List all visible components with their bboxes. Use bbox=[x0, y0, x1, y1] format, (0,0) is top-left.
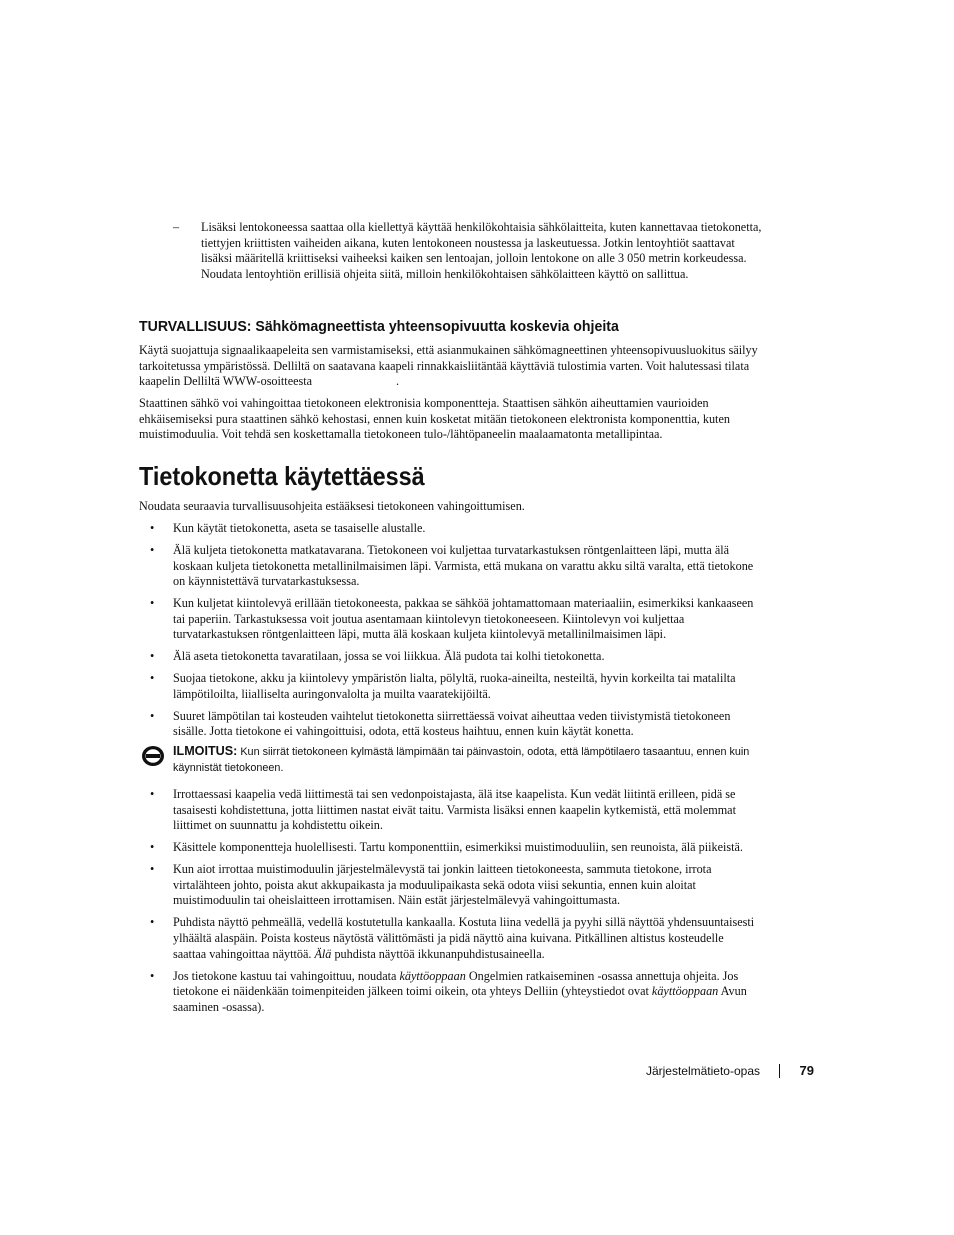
footer-divider bbox=[779, 1064, 780, 1078]
notice-body bbox=[173, 744, 759, 776]
bullet-marker: • bbox=[150, 708, 155, 723]
list-item bbox=[139, 521, 759, 537]
list-item-text: Kun käytät tietokonetta, aseta se tasaiselle alustalle. bbox=[173, 521, 426, 535]
list-item bbox=[139, 915, 759, 962]
bullet-marker: • bbox=[150, 671, 155, 686]
list-item bbox=[139, 862, 759, 909]
notice-box bbox=[139, 744, 759, 776]
list-item-text: Kun kuljetat kiintolevyä erillään tietokoneesta, pakkaa se sähköä johtamattomaan materiaaliin, esimerkiksi kankaaseen tai paperiin. Tarkastuksessa voit joutua asentamaan kiintolevyn tietokoneeseen. Kiintolevyn voi kuljettaa turvatarkastuksen röntgenlaitteen läpi, mutta älä koskaan kuljeta kiintolevyä metallinilmaisimen läpi. bbox=[173, 596, 754, 642]
list-item-text-italic: Älä bbox=[314, 946, 332, 961]
bullet-marker: • bbox=[150, 787, 155, 801]
list-item bbox=[139, 671, 759, 702]
emc-paragraph-1-end: . bbox=[396, 374, 400, 389]
list-item-text-after: puhdista näyttöä ikkunanpuhdistusaineella. bbox=[334, 946, 545, 961]
emc-paragraph-1-text: Käytä suojattuja signaalikaapeleita sen varmistamiseksi, että asianmukainen sähkömagneettinen yhteensopivuusluokitus säilyy tarkoitetussa ympäristössä. Delliltä on saatavana kaapeli rinnakkaisliitäntää käyttäviä tulostimia varten. Voit halutessasi tilata kaapelin Delliltä WWW-osoitteesta bbox=[139, 343, 758, 389]
list-item-text-before: Puhdista näyttö pehmeällä, vedellä kostutetulla kankaalla. Kostuta liina vedellä ja pyyhi sillä näyttöä yhdensuuntaisesti ylhäältä alaspäin. Poista kosteus näytöstä välittömästi ja pidä näyttö aina kuivana. Pitkällinen altistus kosteudelle saattaa vahingoittaa näyttöä. bbox=[173, 915, 755, 961]
list-item-text: Älä kuljeta tietokonetta matkatavarana. Tietokoneen voi kuljettaa turvatarkastuksen röntgenlaitteen läpi, mutta älä koskaan kuljeta tietokonetta metallinilmaisimen läpi. Varmista, että mukana on varattu akku siltä varalta, että tietokone on käynnistettävä turvatarkastuksessa. bbox=[173, 542, 754, 589]
emc-section-heading: TURVALLISUUS: Sähkömagneettista yhteensopivuutta koskevia ohjeita bbox=[139, 318, 619, 335]
list-item-text: Käsittele komponentteja huolellisesti. Tartu komponenttiin, esimerkiksi muistimoduuliin, sen reunoista, älä piikeistä. bbox=[173, 840, 743, 855]
list-item bbox=[139, 649, 759, 665]
emc-paragraph-1 bbox=[139, 343, 759, 390]
list-item-text: Suojaa tietokone, akku ja kiintolevy ympäristön lialta, pölyltä, ruoka-aineilta, nesteiltä, hyvin korkeilta tai matalilta lämpötiloilta, liialliselta auringonvalolta ja muilta vaaratekijöiltä. bbox=[173, 671, 736, 701]
dash-list-item bbox=[173, 220, 763, 282]
bullet-marker: • bbox=[150, 521, 155, 535]
list-item bbox=[139, 840, 759, 856]
list-item-text: Kun aiot irrottaa muistimoduulin järjestelmälevystä tai jonkin laitteen tietokoneesta, sammuta tietokone, irrota virtalähteen johto, poista akut akkupaikasta ja moduulipaikasta sekä odota viisi sekuntia, ennen kuin aloitat muistimoduulin tai oheislaitteen irrottamisen. Näin estät järjestelmälevyä vahingoittumasta. bbox=[173, 862, 712, 908]
page-footer bbox=[600, 1062, 814, 1080]
bullet-marker: • bbox=[150, 968, 155, 983]
list-item bbox=[139, 596, 759, 643]
list-item-text-part2: Ongelmien ratkaiseminen -osassa annettuja ohjeita. Jos tietokone ei näidenkään toimenpiteiden jälkeen toimi oikein, ota yhteys Delliin (yhteystiedot ovat bbox=[173, 968, 739, 999]
bullet-marker: • bbox=[150, 840, 155, 855]
notice-text: Kun siirrät tietokoneen kylmästä lämpimään tai päinvastoin, odota, että lämpötilaero tasaantuu, ennen kuin käynnistät tietokoneen. bbox=[173, 746, 750, 774]
notice-label: ILMOITUS: bbox=[173, 744, 238, 758]
dash-item-text: Lisäksi lentokoneessa saattaa olla kiellettyä käyttää henkilökohtaisia sähkölaitteita, kuten kannettavaa tietokonetta, tiettyjen kriittisten vaiheiden aikana, kuten lentokoneen noustessa ja laskeutuessa. Jotkin lentoyhtiöt saattavat lisäksi määritellä kriittiseksi vaiheeksi kaiken sen lentoajan, jolloin lentokone on alle 3 050 metrin korkeudessa. Noudata lentoyhtiön erillisiä ohjeita siitä, milloin henkilökohtaisen sähkölaitteen käyttö on sallittua. bbox=[201, 220, 762, 281]
usage-section-heading: Tietokonetta käytettäessä bbox=[139, 461, 425, 491]
bullet-marker: • bbox=[150, 542, 155, 557]
notice-icon bbox=[141, 745, 165, 767]
bullet-marker: • bbox=[150, 649, 155, 664]
list-item bbox=[139, 969, 759, 1016]
bullet-list-b bbox=[139, 787, 759, 1022]
list-item bbox=[139, 543, 759, 590]
emc-paragraph-2: Staattinen sähkö voi vahingoittaa tietokoneen elektronisia komponentteja. Staattisen sähkön aiheuttamien vaurioiden ehkäisemiseksi pura staattinen sähkö kehostasi, ennen kuin kosketat mitään tietokoneen elektronista komponenttia, kuten muistimoduulia. Voit tehdä sen koskettamalla tietokoneen tulo-/lähtöpaneelin maalaamatonta metallipintaa. bbox=[139, 396, 730, 442]
list-item-text-italic2: käyttöoppaan bbox=[651, 984, 719, 999]
list-item-text: Älä aseta tietokonetta tavaratilaan, jossa se voi liikkua. Älä pudota tai kolhi tietokonetta. bbox=[173, 649, 605, 664]
dash-marker: – bbox=[173, 220, 180, 234]
bullet-marker: • bbox=[150, 915, 155, 930]
page-number: 79 bbox=[799, 1063, 814, 1078]
footer-title: Järjestelmätieto-opas bbox=[645, 1064, 760, 1078]
bullet-list-a bbox=[139, 521, 759, 746]
list-item-text-part3: Avun saaminen -osassa). bbox=[173, 984, 747, 1014]
bullet-marker: • bbox=[150, 862, 155, 877]
bullet-marker: • bbox=[150, 596, 155, 611]
list-item-text-italic1: käyttöoppaan bbox=[399, 968, 466, 983]
list-item-text: Irrottaessasi kaapelia vedä liittimestä tai sen vedonpoistajasta, älä itse kaapelista. Kun vedät liitintä erilleen, pidä se tasaisesti kohdistettuna, jotta liittimen nastat eivät taitu. Varmista lisäksi ennen kaapelin kytkemistä, että molemmat liittimet on suunnattu ja kohdistettu oikein. bbox=[173, 787, 736, 833]
list-item-text: Suuret lämpötilan tai kosteuden vaihtelut tietokonetta siirrettäessä voivat aiheuttaa veden tiivistymistä tietokoneen sisälle. Jotta tietokone ei vahingoittuisi, odota, että kosteus haihtuu, ennen kuin käytät konetta. bbox=[173, 708, 731, 739]
list-item-text-part1: Jos tietokone kastuu tai vahingoittuu, noudata bbox=[173, 968, 397, 983]
list-item bbox=[139, 709, 759, 740]
list-item bbox=[139, 787, 759, 834]
usage-intro: Noudata seuraavia turvallisuusohjeita estääksesi tietokoneen vahingoittumisen. bbox=[139, 499, 525, 513]
